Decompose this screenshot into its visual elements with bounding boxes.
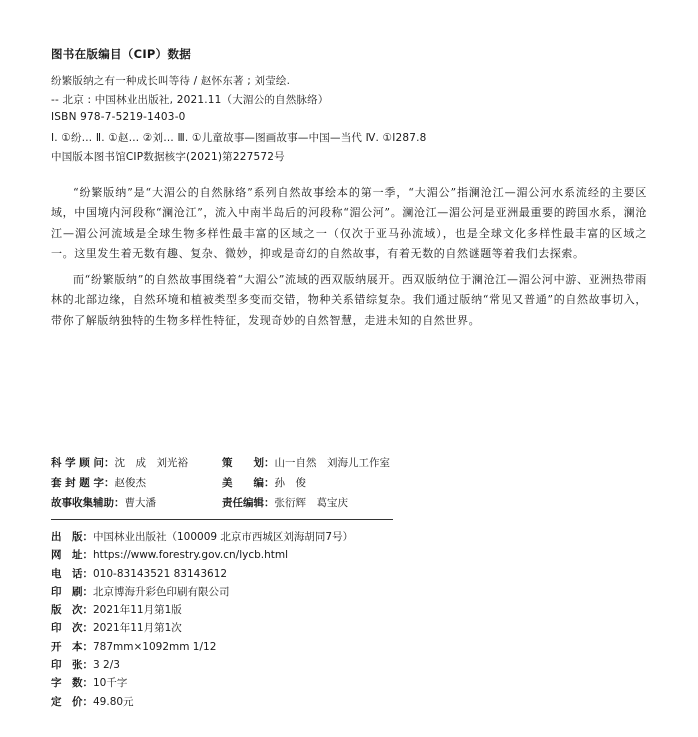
credit-value: 山一自然 刘海儿工作室 xyxy=(274,457,390,469)
pub-label: 印 张： xyxy=(51,659,93,672)
pub-value: https://www.forestry.gov.cn/lycb.html xyxy=(93,549,289,562)
credit-label: 故事收集辅助： xyxy=(51,497,125,509)
pub-value: 中国林业出版社（100009 北京市西城区刘海胡同7号） xyxy=(93,531,354,543)
pub-row-printing xyxy=(51,619,353,637)
credit-label: 套 封 题 字： xyxy=(51,477,115,489)
credit-entry xyxy=(222,453,390,473)
cip-publisher-line: -- 北京 : 中国林业出版社, 2021.11（大湄公的自然脉络） xyxy=(51,94,329,106)
pub-value: 3 2/3 xyxy=(93,659,120,672)
credit-entry xyxy=(51,473,146,493)
credit-label: 美 编： xyxy=(222,477,275,489)
pub-label: 印 次： xyxy=(51,622,93,635)
pub-row-phone xyxy=(51,565,353,583)
credit-value: 沈 成 刘光裕 xyxy=(114,457,188,469)
pub-label: 版 次： xyxy=(51,604,93,617)
credit-label: 科 学 顾 问： xyxy=(51,457,115,469)
credit-value: 孙 俊 xyxy=(274,477,306,489)
pub-label: 网 址： xyxy=(51,549,93,562)
pub-row-website xyxy=(51,546,353,564)
intro-paragraph: 而“纷繁版纳”的自然故事围绕着“大湄公”流域的西双版纳展开。西双版纳位于澜沧江—湄公河中游、亚洲热带雨林的北部边缘，自然环境和植被类型多变而交错，物种关系错综复杂。我们通过版纳“常见又普通”的自然故事切入，带你了解版纳独特的生物多样性特征，发现奇妙的自然智慧，走进未知的自然世界。 xyxy=(51,273,647,327)
pub-value: 2021年11月第1版 xyxy=(93,604,182,617)
pub-row-printer xyxy=(51,583,353,601)
pub-value: 49.80元 xyxy=(93,695,134,708)
pub-row-edition xyxy=(51,601,353,619)
series-intro xyxy=(51,183,647,337)
cip-isbn-line: ISBN 978-7-5219-1403-0 xyxy=(51,111,186,123)
credit-entry xyxy=(222,473,306,493)
credit-label: 责任编辑： xyxy=(222,497,275,509)
pub-value: 787mm×1092mm 1/12 xyxy=(93,640,217,653)
credit-label: 策 划： xyxy=(222,457,275,469)
pub-label: 字 数： xyxy=(51,677,93,690)
cip-classification-line: Ⅰ. ①纷… Ⅱ. ①赵… ②刘… Ⅲ. ①儿童故事—图画故事—中国—当代 Ⅳ. ①I287.8 xyxy=(51,132,427,144)
credit-value: 张衍辉 葛宝庆 xyxy=(274,497,348,509)
section-divider xyxy=(51,519,393,520)
cip-book-title-line: 纷繁版纳之有一种成长叫等待 / 赵怀东著 ; 刘莹绘. xyxy=(51,75,291,87)
pub-label: 定 价： xyxy=(51,695,93,708)
credit-value: 赵俊杰 xyxy=(114,477,146,489)
intro-paragraph: “纷繁版纳”是“大湄公的自然脉络”系列自然故事绘本的第一季，“大湄公”指澜沧江—湄公河水系流经的主要区域，中国境内河段称“澜沧江”，流入中南半岛后的河段称“湄公河”。澜沧江—湄公河是亚洲最重要的跨国水系，澜沧江—湄公河流域是全球生物多样性最丰富的区域之一（仅次于亚马孙流域），也是全球文化多样性最丰富的区域之一。这里发生着无数有趣、复杂、微妙，抑或是奇幻的自然故事，有着无数的自然谜题等着我们去探索。 xyxy=(51,186,647,260)
pub-label: 电 话： xyxy=(51,567,93,580)
credit-entry xyxy=(51,493,156,513)
pub-value: 010-83143521 83143612 xyxy=(93,567,228,580)
pub-value: 2021年11月第1次 xyxy=(93,622,182,635)
cip-record-number-line: 中国版本图书馆CIP数据核字(2021)第227572号 xyxy=(51,151,285,163)
publishing-info xyxy=(51,528,353,711)
pub-label: 印 刷： xyxy=(51,585,93,598)
credit-entry xyxy=(51,453,188,473)
cip-title: 图书在版编目（CIP）数据 xyxy=(51,47,192,61)
credit-value: 曹大潘 xyxy=(124,497,156,509)
pub-row-price xyxy=(51,693,353,711)
pub-row-word-count xyxy=(51,674,353,692)
pub-row-sheets xyxy=(51,656,353,674)
pub-label: 开 本： xyxy=(51,640,93,653)
pub-label: 出 版： xyxy=(51,531,93,543)
pub-row-format xyxy=(51,638,353,656)
pub-row-publisher xyxy=(51,528,353,546)
pub-value: 北京博海升彩色印刷有限公司 xyxy=(93,585,230,598)
pub-value: 10千字 xyxy=(93,677,128,690)
credit-entry xyxy=(222,493,348,513)
